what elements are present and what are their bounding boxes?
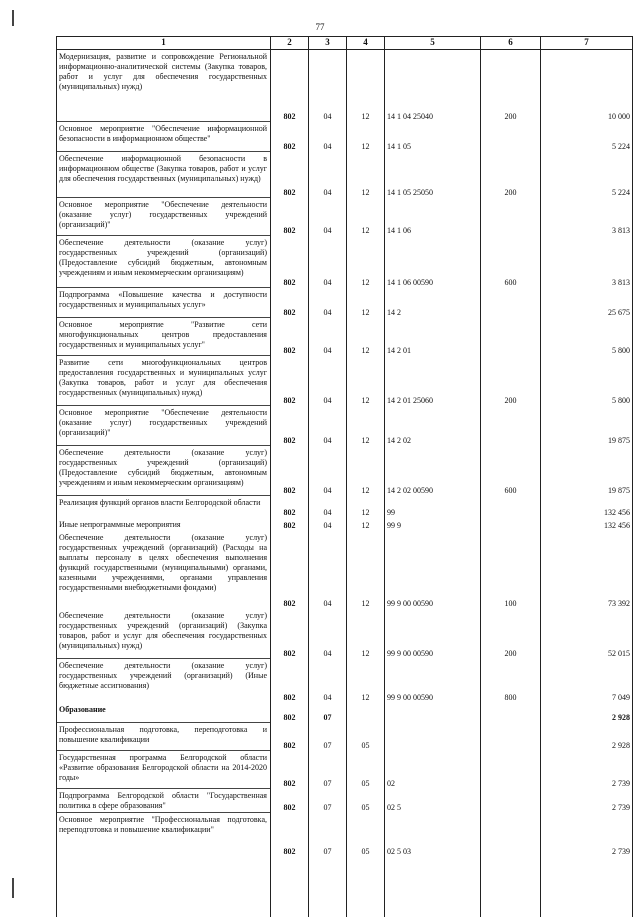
row-amount: 2 928 — [541, 723, 633, 751]
row-amount: 132 456 — [541, 518, 633, 531]
row-ministry-code: 802 — [271, 609, 309, 659]
table-row — [57, 446, 633, 496]
row-section: 04 — [309, 356, 347, 406]
row-section: 04 — [309, 318, 347, 356]
row-ministry-code: 802 — [271, 446, 309, 496]
row-name: Развитие сети многофункциональных центров предоставления государственных и муниципальных услуг (Закупка товаров, работ и услуг для обеспечения государственных (муниципальных) нужд) — [57, 356, 271, 406]
header-col-6: 6 — [481, 37, 541, 50]
row-target-article: 14 1 05 25050 — [385, 152, 481, 198]
header-col-4: 4 — [347, 37, 385, 50]
table-row — [57, 659, 633, 703]
row-ministry-code: 802 — [271, 531, 309, 609]
row-target-article: 14 1 06 — [385, 198, 481, 236]
row-amount: 5 224 — [541, 152, 633, 198]
table-row — [57, 152, 633, 198]
row-subsection: 05 — [347, 723, 385, 751]
row-name: Основное мероприятие "Развитие сети многофункциональных центров предоставления государственных и муниципальных услуг" — [57, 318, 271, 356]
row-expense-type: 800 — [481, 659, 541, 703]
row-target-article: 02 5 — [385, 789, 481, 813]
row-name: Основное мероприятие "Обеспечение информационной безопасности в информационном обществе" — [57, 122, 271, 152]
row-section: 04 — [309, 288, 347, 318]
row-target-article: 14 2 01 25060 — [385, 356, 481, 406]
budget-table — [56, 36, 633, 917]
row-subsection — [347, 703, 385, 723]
row-subsection: 12 — [347, 406, 385, 446]
table-row — [57, 531, 633, 609]
row-section: 04 — [309, 496, 347, 518]
row-subsection: 12 — [347, 496, 385, 518]
row-name: Обеспечение деятельности (оказание услуг) государственных учреждений (организаций) (Предоставление субсидий бюджетным, автономным учреждениям и иным некоммерческим организациям) — [57, 236, 271, 288]
row-amount: 10 000 — [541, 50, 633, 122]
table-row — [57, 703, 633, 723]
row-target-article — [385, 723, 481, 751]
row-name: Реализация функций органов власти Белгородской области — [57, 496, 271, 518]
row-amount: 19 875 — [541, 446, 633, 496]
row-amount: 2 739 — [541, 751, 633, 789]
row-ministry-code: 802 — [271, 751, 309, 789]
row-name: Обеспечение информационной безопасности в информационном обществе (Закупка товаров, работ и услуг для обеспечения государственных (муниципальных) нужд) — [57, 152, 271, 198]
row-section: 04 — [309, 236, 347, 288]
row-target-article: 99 — [385, 496, 481, 518]
row-amount: 5 224 — [541, 122, 633, 152]
row-ministry-code: 802 — [271, 356, 309, 406]
row-ministry-code: 802 — [271, 789, 309, 813]
row-expense-type — [481, 789, 541, 813]
table-row — [57, 50, 633, 122]
row-subsection: 12 — [347, 50, 385, 122]
row-ministry-code: 802 — [271, 50, 309, 122]
row-name: Основное мероприятие "Обеспечение деятельности (оказание услуг) государственных учреждений (организаций)" — [57, 406, 271, 446]
row-amount: 2 928 — [541, 703, 633, 723]
table-row — [57, 813, 633, 857]
header-col-1: 1 — [57, 37, 271, 50]
row-target-article: 14 1 06 00590 — [385, 236, 481, 288]
row-name: Основное мероприятие "Обеспечение деятельности (оказание услуг) государственных учреждений (организаций)" — [57, 198, 271, 236]
table-row — [57, 356, 633, 406]
row-amount: 2 739 — [541, 813, 633, 857]
row-section: 04 — [309, 531, 347, 609]
row-ministry-code: 802 — [271, 813, 309, 857]
row-name: Основное мероприятие "Профессиональная подготовка, переподготовка и повышение квалификации" — [57, 813, 271, 857]
row-name: Обеспечение деятельности (оказание услуг) государственных учреждений (организаций) (Расходы на выплаты персоналу в целях обеспечения выполнения функций государственными (муниципальными) органами, казенными учреждениями, органами управления государственными внебюджетными фондами) — [57, 531, 271, 609]
row-expense-type — [481, 198, 541, 236]
row-name: Подпрограмма Белгородской области "Государственная политика в сфере образования" — [57, 789, 271, 813]
row-name: Обеспечение деятельности (оказание услуг) государственных учреждений (организаций) (Закупка товаров, работ и услуг для обеспечения государственных (муниципальных) нужд) — [57, 609, 271, 659]
row-subsection: 12 — [347, 288, 385, 318]
row-section: 04 — [309, 198, 347, 236]
row-ministry-code: 802 — [271, 518, 309, 531]
filler-cell — [347, 857, 385, 917]
row-ministry-code: 802 — [271, 288, 309, 318]
row-name: Образование — [57, 703, 271, 723]
row-expense-type: 600 — [481, 446, 541, 496]
header-col-7: 7 — [541, 37, 633, 50]
row-amount: 2 739 — [541, 789, 633, 813]
table-row — [57, 751, 633, 789]
row-target-article: 14 2 01 — [385, 318, 481, 356]
page-number: 77 — [315, 22, 325, 32]
row-expense-type — [481, 518, 541, 531]
table-row — [57, 496, 633, 518]
row-target-article: 99 9 00 00590 — [385, 659, 481, 703]
table-row — [57, 609, 633, 659]
row-target-article: 02 5 03 — [385, 813, 481, 857]
row-amount: 52 015 — [541, 609, 633, 659]
row-expense-type — [481, 406, 541, 446]
row-target-article: 14 1 05 — [385, 122, 481, 152]
row-section: 04 — [309, 406, 347, 446]
row-subsection: 05 — [347, 789, 385, 813]
row-section: 04 — [309, 518, 347, 531]
header-col-5: 5 — [385, 37, 481, 50]
row-ministry-code: 802 — [271, 496, 309, 518]
row-subsection: 12 — [347, 609, 385, 659]
row-section: 04 — [309, 609, 347, 659]
row-subsection: 12 — [347, 356, 385, 406]
row-expense-type: 200 — [481, 50, 541, 122]
row-expense-type — [481, 496, 541, 518]
table-row — [57, 406, 633, 446]
table-row — [57, 198, 633, 236]
table-row — [57, 288, 633, 318]
row-amount: 25 675 — [541, 288, 633, 318]
row-amount: 3 813 — [541, 236, 633, 288]
table-row — [57, 723, 633, 751]
row-section: 07 — [309, 813, 347, 857]
row-ministry-code: 802 — [271, 318, 309, 356]
row-expense-type — [481, 288, 541, 318]
table-row — [57, 789, 633, 813]
row-expense-type — [481, 723, 541, 751]
row-amount: 7 049 — [541, 659, 633, 703]
scan-edge-mark-bottom — [12, 878, 14, 898]
row-target-article: 99 9 00 00590 — [385, 531, 481, 609]
row-amount: 73 392 — [541, 531, 633, 609]
row-section: 04 — [309, 446, 347, 496]
row-subsection: 12 — [347, 318, 385, 356]
row-amount: 5 800 — [541, 356, 633, 406]
row-expense-type — [481, 703, 541, 723]
row-ministry-code: 802 — [271, 406, 309, 446]
table-row — [57, 318, 633, 356]
row-expense-type — [481, 122, 541, 152]
row-target-article: 14 1 04 25040 — [385, 50, 481, 122]
row-subsection: 12 — [347, 518, 385, 531]
row-name: Государственная программа Белгородской области «Развитие образования Белгородской области на 2014-2020 годы» — [57, 751, 271, 789]
row-name: Иные непрограммные мероприятия — [57, 518, 271, 531]
row-subsection: 12 — [347, 198, 385, 236]
header-col-2: 2 — [271, 37, 309, 50]
row-name-filler — [57, 857, 271, 917]
row-ministry-code: 802 — [271, 703, 309, 723]
row-section: 07 — [309, 723, 347, 751]
row-amount: 19 875 — [541, 406, 633, 446]
row-subsection: 12 — [347, 236, 385, 288]
row-target-article: 14 2 02 — [385, 406, 481, 446]
row-amount: 3 813 — [541, 198, 633, 236]
filler-cell — [271, 857, 309, 917]
filler-cell — [481, 857, 541, 917]
row-target-article: 99 9 — [385, 518, 481, 531]
row-subsection: 12 — [347, 152, 385, 198]
row-ministry-code: 802 — [271, 723, 309, 751]
row-subsection: 12 — [347, 659, 385, 703]
row-ministry-code: 802 — [271, 236, 309, 288]
row-subsection: 12 — [347, 446, 385, 496]
row-section: 04 — [309, 152, 347, 198]
table-row — [57, 122, 633, 152]
row-subsection: 05 — [347, 813, 385, 857]
row-name: Обеспечение деятельности (оказание услуг) государственных учреждений (организаций) (Предоставление субсидий бюджетным, автономным учреждениям и иным некоммерческим организациям) — [57, 446, 271, 496]
table-header — [57, 37, 633, 50]
row-section: 04 — [309, 50, 347, 122]
filler-cell — [309, 857, 347, 917]
row-target-article: 14 2 02 00590 — [385, 446, 481, 496]
row-amount: 132 456 — [541, 496, 633, 518]
row-subsection: 12 — [347, 531, 385, 609]
row-expense-type: 200 — [481, 152, 541, 198]
row-target-article: 99 9 00 00590 — [385, 609, 481, 659]
row-target-article: 14 2 — [385, 288, 481, 318]
table-row — [57, 236, 633, 288]
row-expense-type: 200 — [481, 356, 541, 406]
row-section: 04 — [309, 122, 347, 152]
row-subsection: 12 — [347, 122, 385, 152]
row-name: Подпрограмма «Повышение качества и доступности государственных и муниципальных услуг» — [57, 288, 271, 318]
row-expense-type — [481, 751, 541, 789]
row-name: Обеспечение деятельности (оказание услуг) государственных учреждений (организаций) (Иные бюджетные ассигнования) — [57, 659, 271, 703]
table-row-filler — [57, 857, 633, 917]
row-ministry-code: 802 — [271, 122, 309, 152]
row-ministry-code: 802 — [271, 198, 309, 236]
row-target-article — [385, 703, 481, 723]
table-row — [57, 518, 633, 531]
row-subsection: 05 — [347, 751, 385, 789]
row-expense-type — [481, 318, 541, 356]
row-section: 07 — [309, 789, 347, 813]
row-amount: 5 800 — [541, 318, 633, 356]
row-section: 07 — [309, 751, 347, 789]
header-col-3: 3 — [309, 37, 347, 50]
row-expense-type — [481, 813, 541, 857]
row-expense-type: 600 — [481, 236, 541, 288]
row-target-article: 02 — [385, 751, 481, 789]
row-section: 04 — [309, 659, 347, 703]
row-ministry-code: 802 — [271, 659, 309, 703]
row-expense-type: 100 — [481, 531, 541, 609]
row-name: Профессиональная подготовка, переподготовка и повышение квалификации — [57, 723, 271, 751]
filler-cell — [385, 857, 481, 917]
filler-cell — [541, 857, 633, 917]
row-expense-type: 200 — [481, 609, 541, 659]
row-name: Модернизация, развитие и сопровождение Региональной информационно-аналитической системы (Закупка товаров, работ и услуг для обеспечения государственных (муниципальных) нужд) — [57, 50, 271, 122]
row-section: 07 — [309, 703, 347, 723]
row-ministry-code: 802 — [271, 152, 309, 198]
